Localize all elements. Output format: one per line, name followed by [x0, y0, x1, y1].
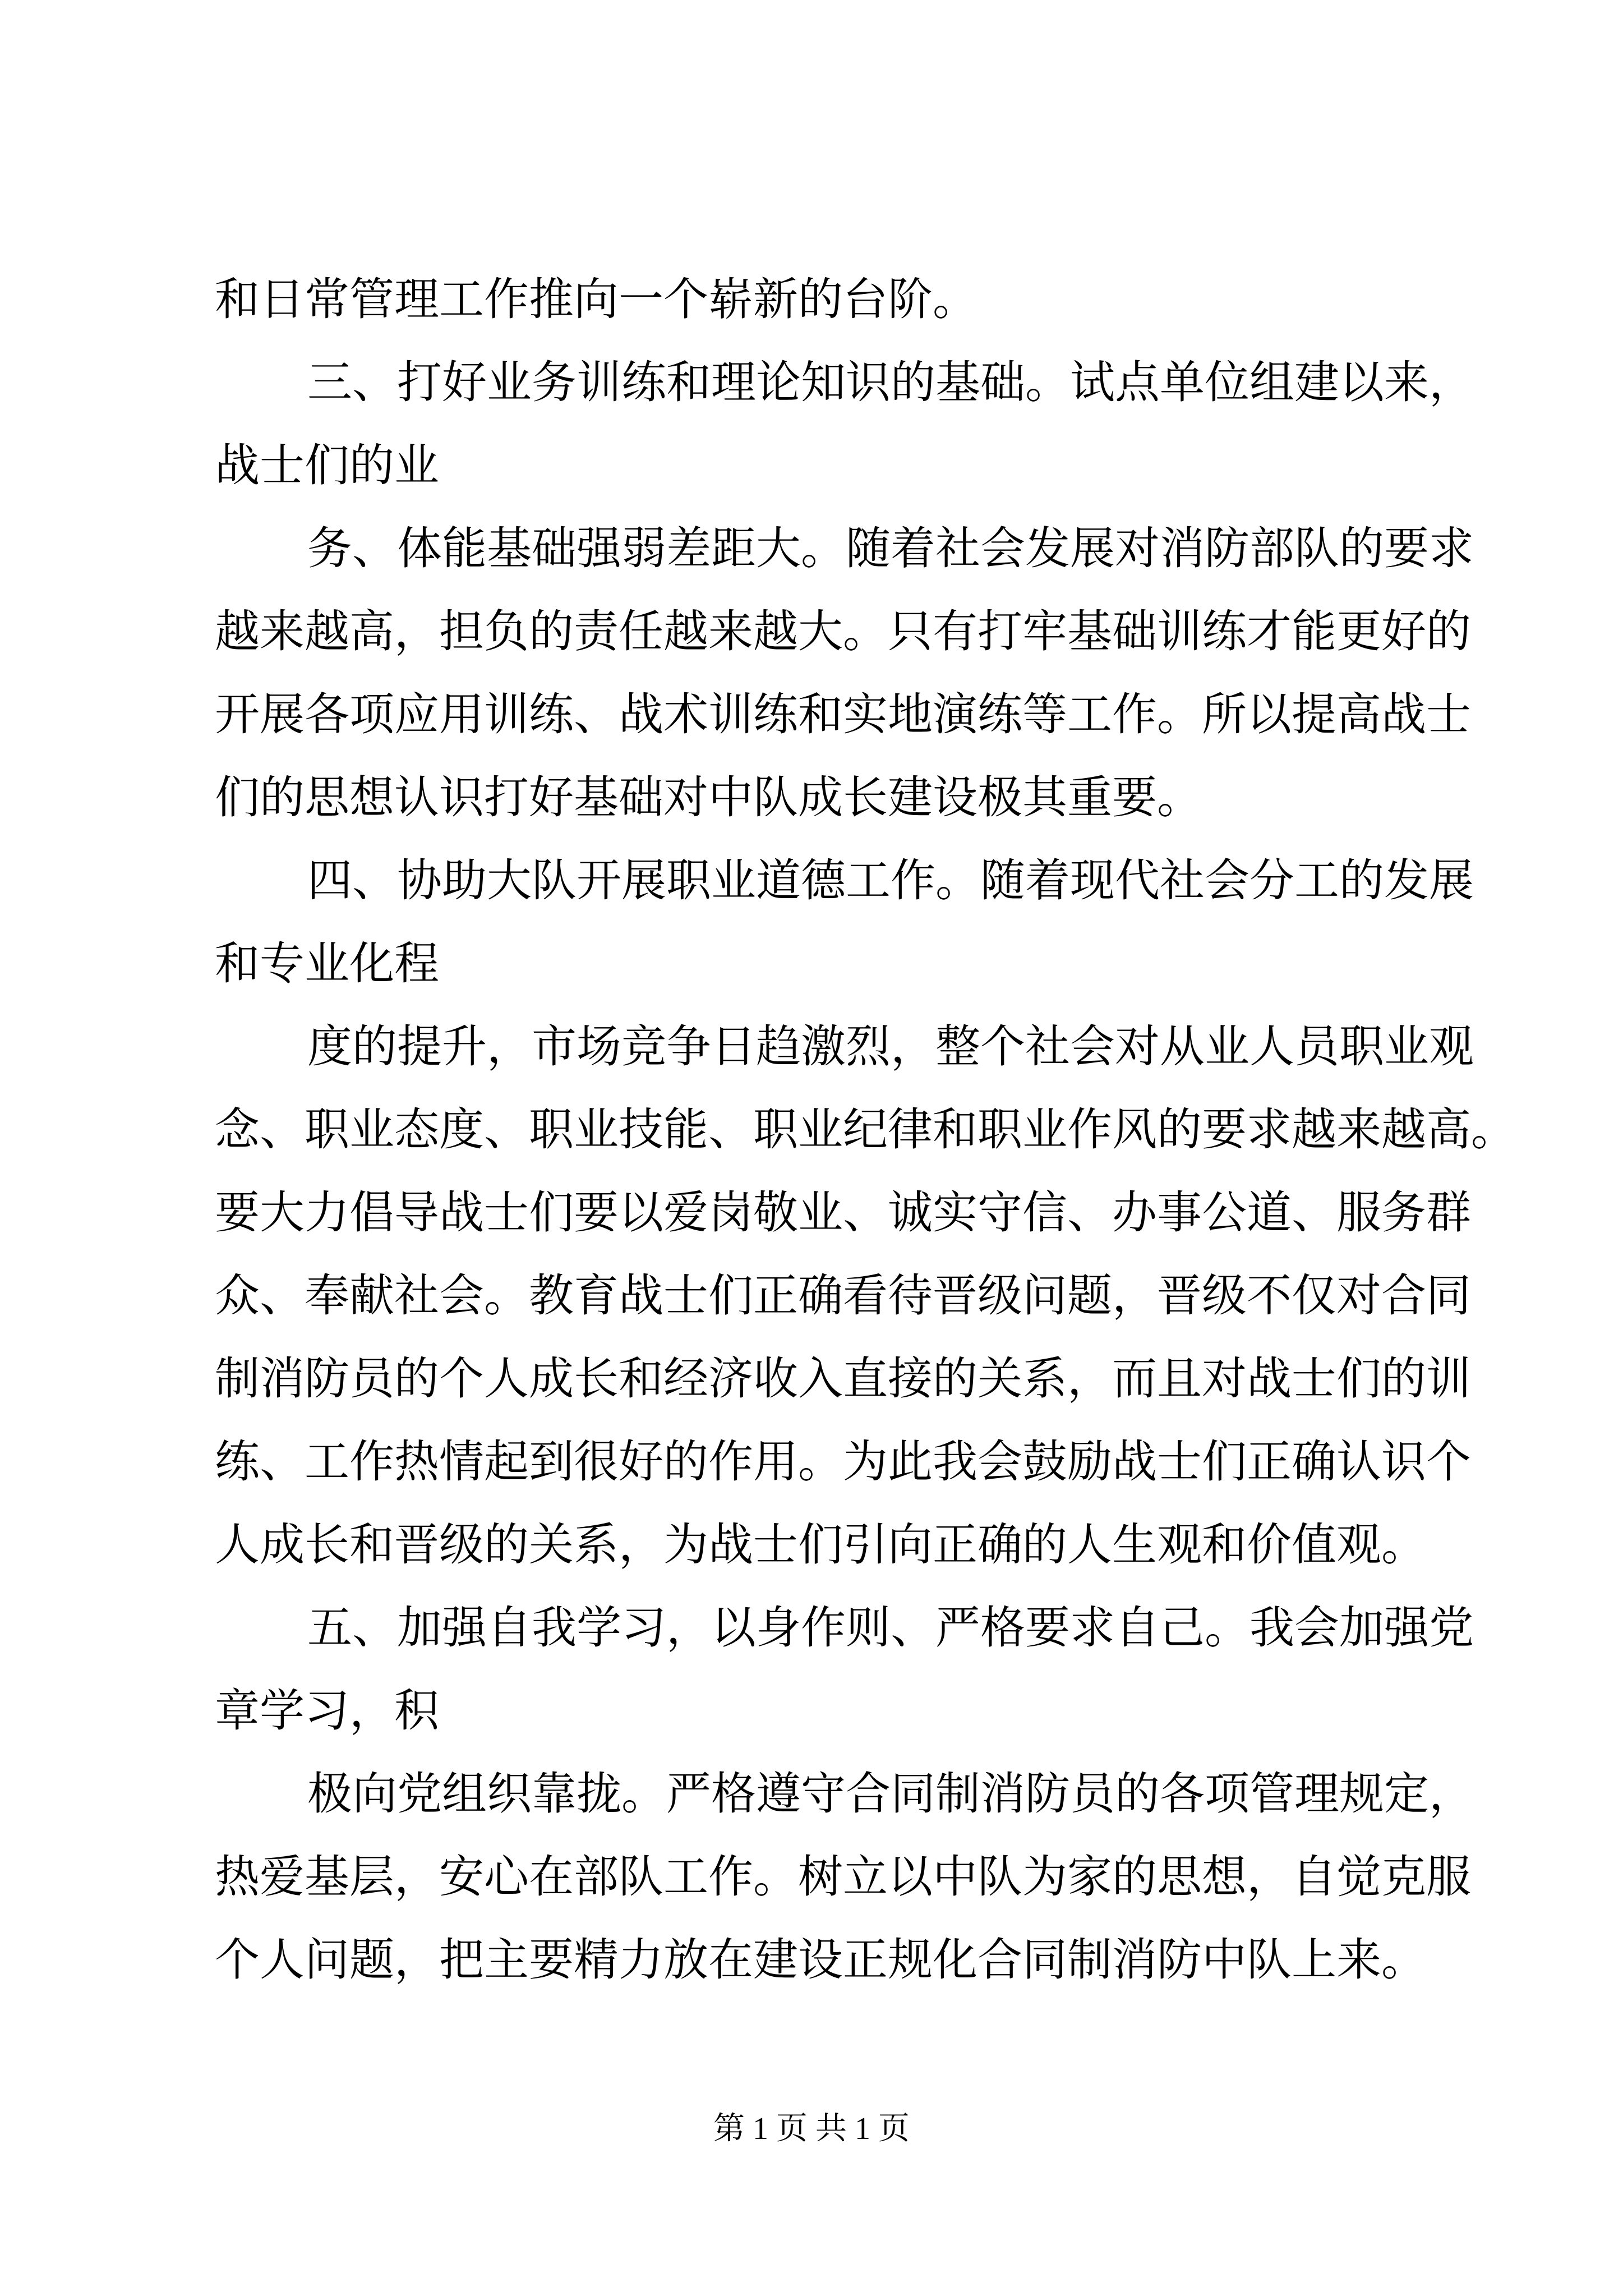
text-line: 四、协助大队开展职业道德工作。随着现代社会分工的发展	[307, 854, 1474, 907]
text-line: 三、打好业务训练和理论知识的基础。试点单位组建以来，	[307, 356, 1474, 408]
page-number-footer: 第 1 页 共 1 页	[713, 2111, 910, 2146]
text-line: 战士们的业	[215, 439, 439, 491]
text-line: 个人问题，把主要精力放在建设正规化合同制消防中队上来。	[215, 1934, 1426, 1986]
text-line: 人成长和晋级的关系，为战士们引向正确的人生观和价值观。	[215, 1519, 1426, 1571]
text-line: 和专业化程	[215, 937, 439, 990]
text-line: 要大力倡导战士们要以爱岗敬业、诚实守信、办事公道、服务群	[215, 1186, 1471, 1239]
text-line: 们的思想认识打好基础对中队成长建设极其重要。	[215, 771, 1202, 823]
text-line: 度的提升，市场竞争日趋激烈，整个社会对从业人员职业观	[307, 1020, 1474, 1073]
text-line: 制消防员的个人成长和经济收入直接的关系，而且对战士们的训	[215, 1352, 1471, 1405]
text-line: 练、工作热情起到很好的作用。为此我会鼓励战士们正确认识个	[215, 1435, 1471, 1488]
text-line: 念、职业态度、职业技能、职业纪律和职业作风的要求越来越高。	[215, 1103, 1516, 1156]
text-line: 五、加强自我学习，以身作则、严格要求自己。我会加强党	[307, 1602, 1474, 1654]
document-body	[215, 258, 1516, 2001]
text-line: 务、体能基础强弱差距大。随着社会发展对消防部队的要求	[307, 522, 1474, 574]
text-line: 越来越高，担负的责任越来越大。只有打牢基础训练才能更好的	[215, 605, 1471, 657]
text-line: 极向党组织靠拢。严格遵守合同制消防员的各项管理规定，	[307, 1768, 1474, 1820]
text-line: 开展各项应用训练、战术训练和实地演练等工作。所以提高战士	[215, 688, 1471, 740]
text-line: 和日常管理工作推向一个崭新的台阶。	[215, 273, 978, 325]
text-line: 热爱基层，安心在部队工作。树立以中队为家的思想，自觉克服	[215, 1851, 1471, 1903]
text-line: 众、奉献社会。教育战士们正确看待晋级问题，晋级不仅对合同	[215, 1269, 1471, 1322]
text-line: 章学习，积	[215, 1685, 439, 1737]
